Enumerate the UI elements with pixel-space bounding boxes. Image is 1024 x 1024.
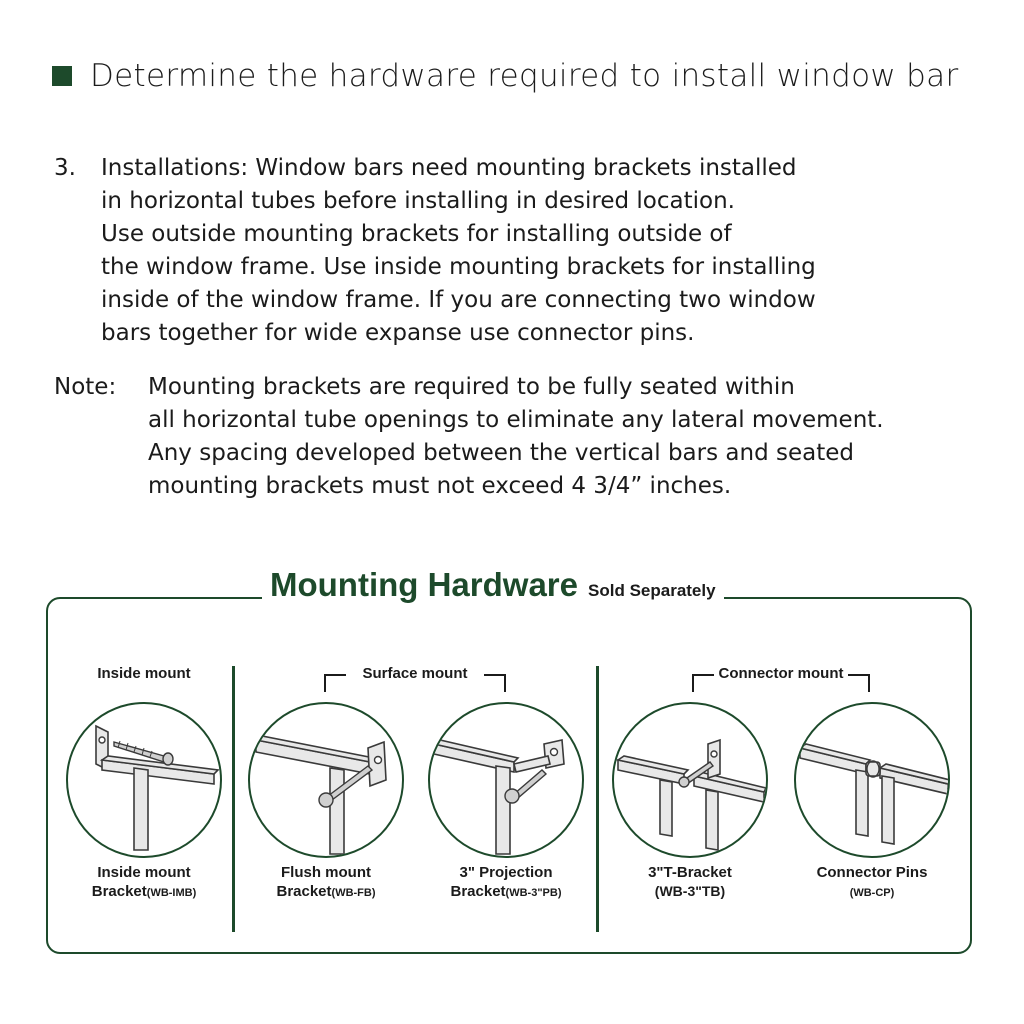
projection-bracket-icon <box>430 704 582 856</box>
hardware-subtitle: Sold Separately <box>588 581 716 600</box>
note-line: all horizontal tube openings to eliminate any lateral movement. <box>148 407 884 433</box>
flush-mount-bracket-icon <box>250 704 402 856</box>
caption-connector-pins <box>794 863 950 903</box>
flush-mount-bracket-illustration <box>248 702 404 858</box>
hardware-title <box>262 566 724 604</box>
connector-pins-icon <box>796 704 948 856</box>
step-line: bars together for wide expanse use connector pins. <box>101 320 695 346</box>
inside-mount-bracket-illustration <box>66 702 222 858</box>
connector-bracket-right <box>848 674 870 692</box>
caption-code: (WB-CP) <box>849 887 895 899</box>
caption-code: (WB-FB) <box>331 887 376 899</box>
caption-flush-mount <box>248 863 404 903</box>
section-heading <box>52 58 959 94</box>
step-line: Installations: Window bars need mounting brackets installed <box>101 155 797 181</box>
divider-right <box>596 666 599 932</box>
caption-name: Flush mount <box>281 864 371 881</box>
caption-code: (WB-IMB) <box>146 887 197 899</box>
caption-type: Bracket <box>450 883 506 900</box>
connector-bracket-left <box>692 674 714 692</box>
inside-mount-bracket-icon <box>68 704 220 856</box>
connector-pins-illustration <box>794 702 950 858</box>
caption-code: (WB-3"PB) <box>505 887 562 899</box>
heading-text: Determine the hardware required to install window bar <box>90 58 959 94</box>
note-line: Mounting brackets are required to be fully seated within <box>148 374 795 400</box>
note-line: mounting brackets must not exceed 4 3/4” inches. <box>148 473 732 499</box>
surface-bracket-left <box>324 674 346 692</box>
note-line: Any spacing developed between the vertical bars and seated <box>148 440 854 466</box>
group-label-connector: Connector mount <box>718 665 844 682</box>
caption-type: Bracket <box>276 883 332 900</box>
projection-bracket-illustration <box>428 702 584 858</box>
group-label-inside: Inside mount <box>97 665 191 682</box>
caption-name: Connector Pins <box>816 864 928 881</box>
group-label-surface: Surface mount <box>362 665 468 682</box>
square-bullet-icon <box>52 66 72 86</box>
step-line: Use outside mounting brackets for installing outside of <box>101 221 732 247</box>
step-line: in horizontal tubes before installing in desired location. <box>101 188 735 214</box>
hardware-title-text: Mounting Hardware <box>270 566 579 603</box>
caption-name: 3"T-Bracket <box>648 864 732 881</box>
step-number: 3. <box>54 155 76 181</box>
caption-name: 3" Projection <box>459 864 553 881</box>
divider-left <box>232 666 235 932</box>
step-line: inside of the window frame. If you are connecting two window <box>101 287 816 313</box>
t-bracket-icon <box>614 704 766 856</box>
caption-inside-mount <box>66 863 222 903</box>
caption-type: Bracket <box>91 883 147 900</box>
caption-t-bracket <box>612 863 768 901</box>
step-line: the window frame. Use inside mounting brackets for installing <box>101 254 816 280</box>
caption-code: (WB-3"TB) <box>654 883 726 899</box>
step-paragraph <box>101 152 816 350</box>
caption-projection <box>428 863 584 903</box>
caption-name: Inside mount <box>97 864 191 881</box>
note-paragraph <box>148 371 884 503</box>
note-label: Note: <box>54 374 117 400</box>
t-bracket-illustration <box>612 702 768 858</box>
surface-bracket-right <box>484 674 506 692</box>
